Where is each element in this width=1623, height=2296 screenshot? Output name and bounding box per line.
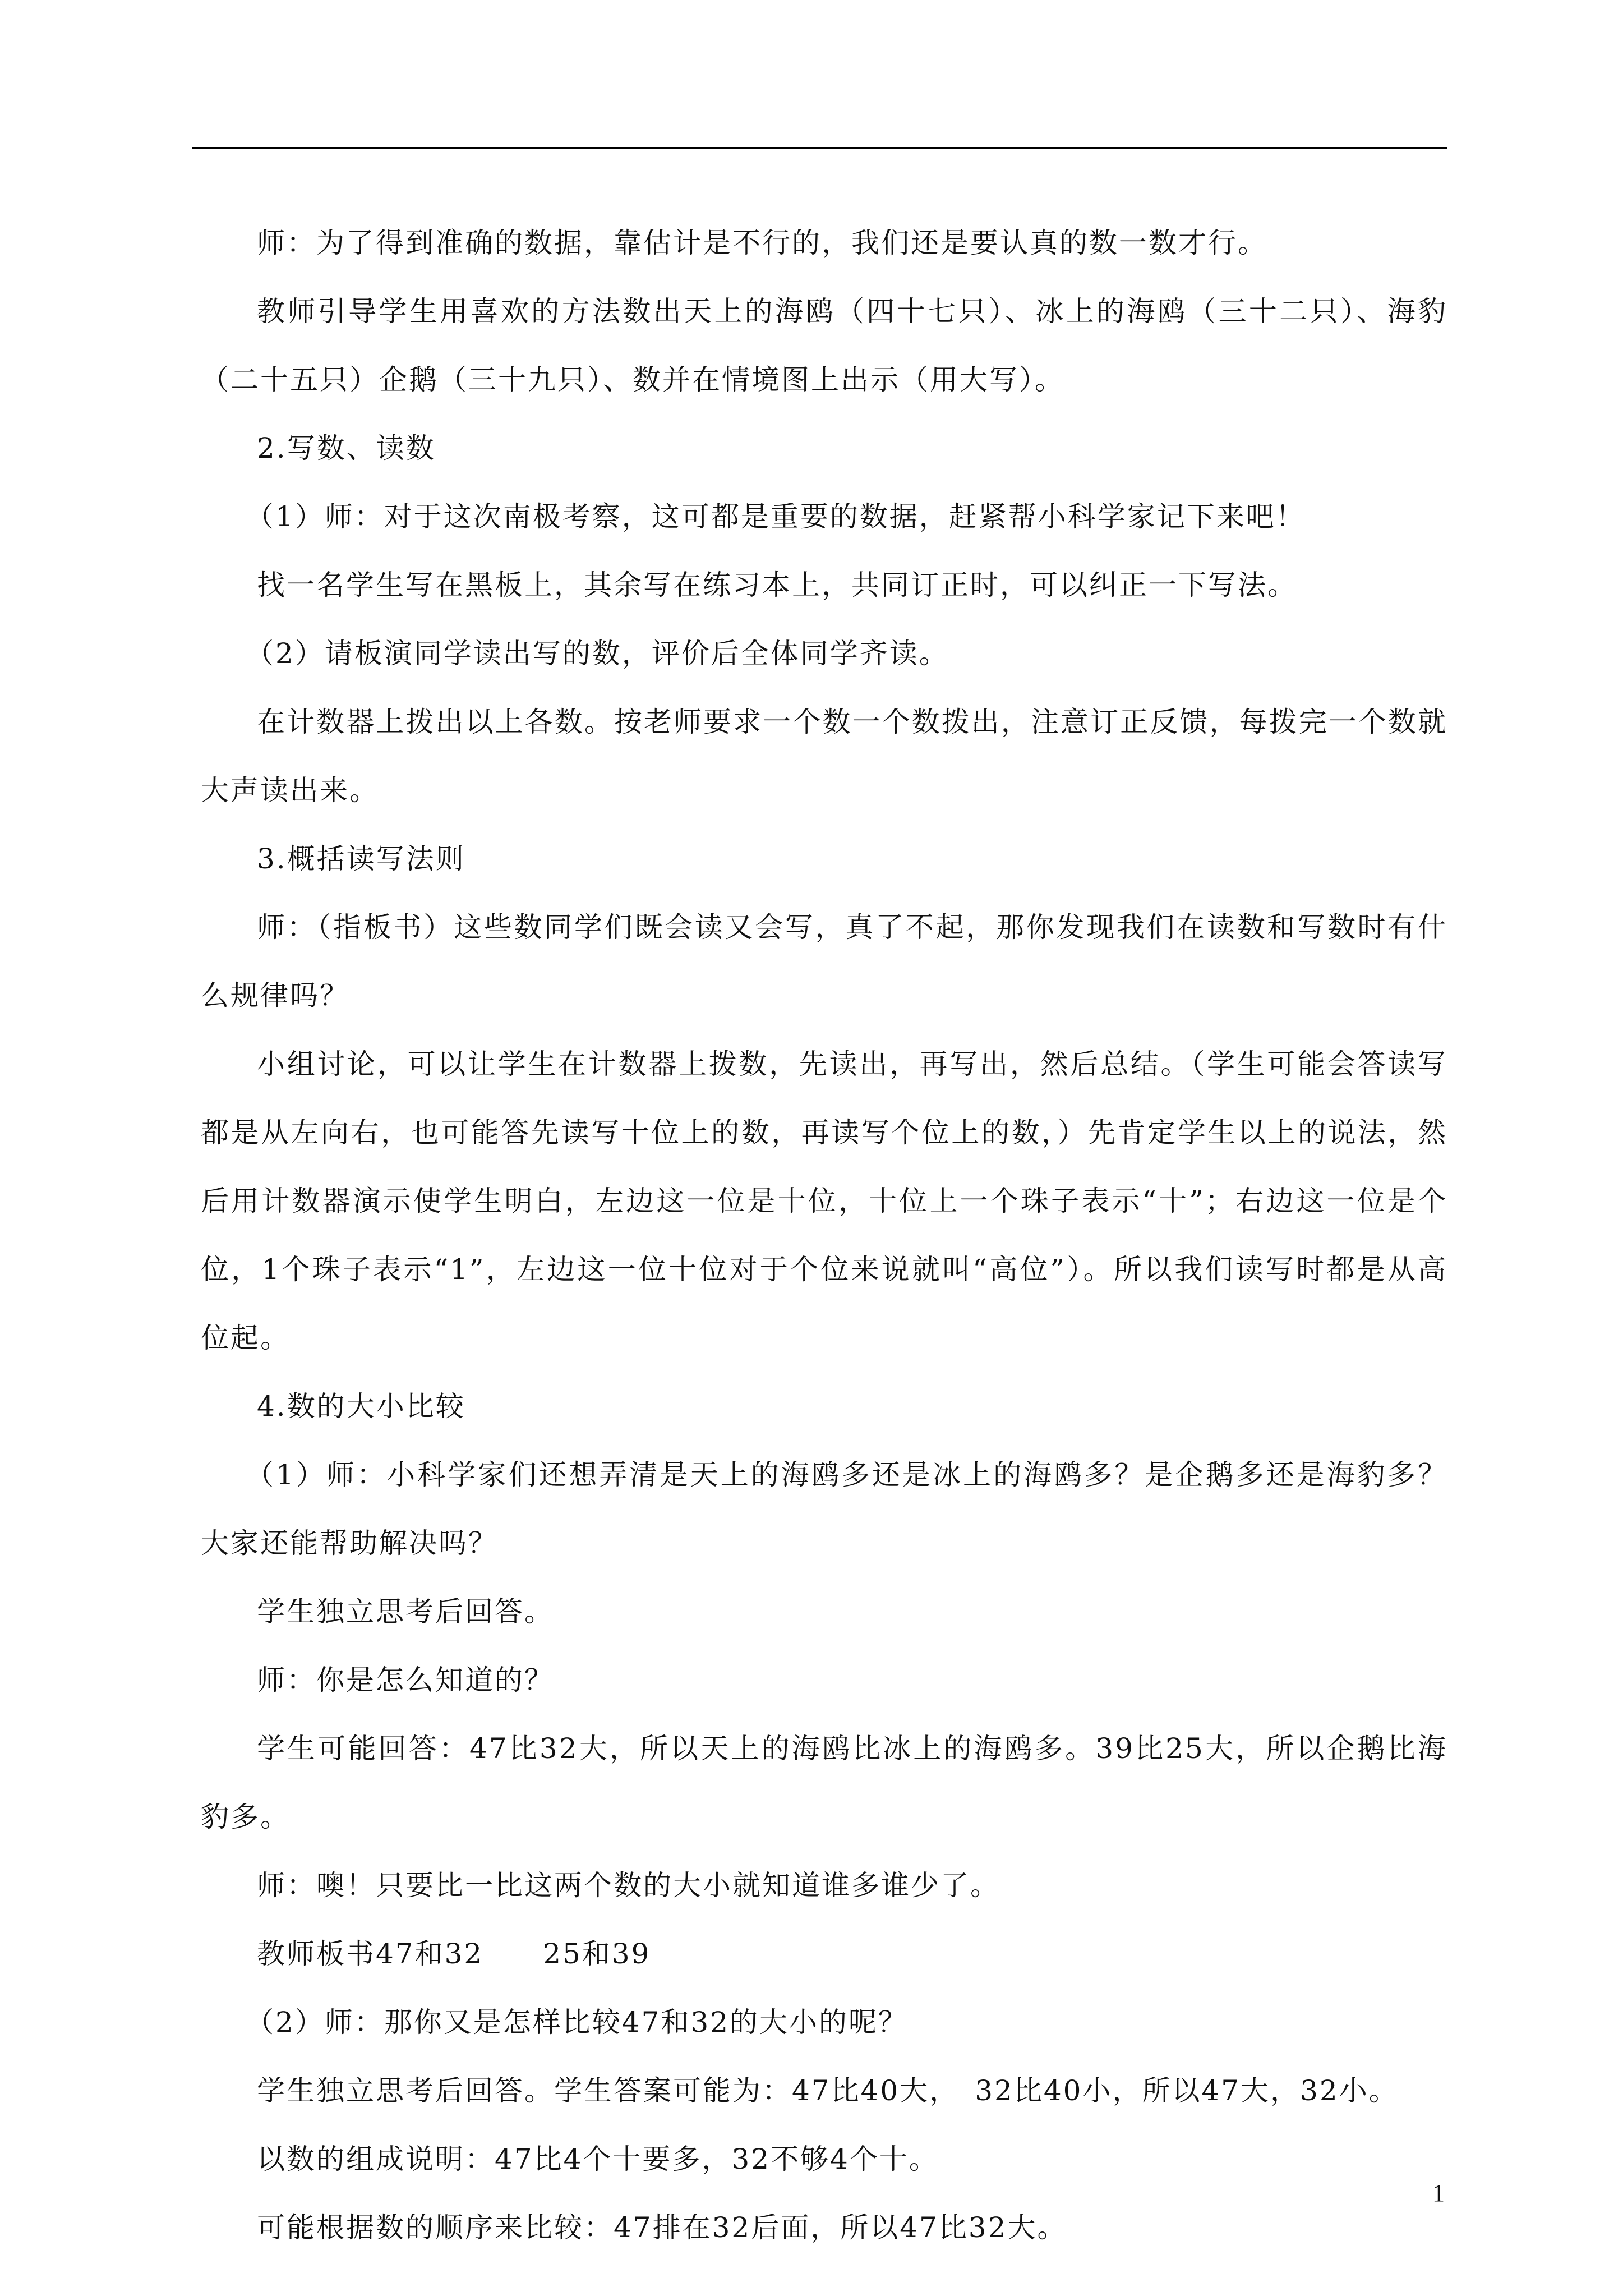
paragraph: 找一名学生写在黑板上，其余写在练习本上，共同订正时，可以纠正一下写法。: [257, 569, 1297, 601]
paragraph: 教师板书47和32 25和39: [257, 1938, 651, 1970]
paragraph: （1）师：对于这次南极考察，这可都是重要的数据，赶紧帮小科学家记下来吧！: [246, 500, 1306, 533]
paragraph: 小组讨论，可以让学生在计数器上拨数，先读出，再写出，然后总结。（学生可能会答读写都是从左向右，也可能答先读写十位上的数，再读写个位上的数，）先肯定学生以上的说法，然后用计数器演示使学生明白，左边这一位是十位，十位上一个珠子表示“十”；右边这一位是个位，1个珠子表示“1”，左边这一位十位对于个位来说就叫“高位”）。所以我们读写时都是从高位起。: [201, 1048, 1447, 1354]
paragraph: （2）请板演同学读出写的数，评价后全体同学齐读。: [246, 637, 949, 670]
paragraph: 可能根据数的顺序来比较：47排在32后面，所以47比32大。: [257, 2211, 1067, 2244]
paragraph: （2）师：那你又是怎样比较47和32的大小的呢？: [246, 2006, 909, 2039]
paragraph: 以数的组成说明：47比4个十要多，32不够4个十。: [257, 2143, 939, 2175]
section-heading: 2.写数、读数: [257, 432, 436, 464]
paragraph: 师：为了得到准确的数据，靠估计是不行的，我们还是要认真的数一数才行。: [257, 227, 1267, 259]
document-body: [201, 209, 1447, 2262]
paragraph: 教师引导学生用喜欢的方法数出天上的海鸥（四十七只）、冰上的海鸥（三十二只）、海豹（二十五只）企鹅（三十九只）、数并在情境图上出示（用大写）。: [201, 295, 1447, 396]
paragraph: 师：你是怎么知道的？: [257, 1664, 554, 1696]
paragraph: 在计数器上拨出以上各数。按老师要求一个数一个数拨出，注意订正反馈，每拨完一个数就大声读出来。: [201, 706, 1447, 807]
section-heading: 3.概括读写法则: [257, 843, 465, 875]
header-rule: [192, 147, 1447, 149]
paragraph: 师：噢！只要比一比这两个数的大小就知道谁多谁少了。: [257, 1869, 1000, 1902]
paragraph: （1）师：小科学家们还想弄清是天上的海鸥多还是冰上的海鸥多？是企鹅多还是海豹多？大家还能帮助解决吗？: [201, 1458, 1447, 1559]
page-number: 1: [1432, 2179, 1445, 2207]
section-heading: 4.数的大小比较: [257, 1390, 465, 1423]
paragraph: 学生可能回答：47比32大，所以天上的海鸥比冰上的海鸥多。39比25大，所以企鹅比海豹多。: [201, 1732, 1447, 1833]
paragraph: 学生独立思考后回答。学生答案可能为：47比40大， 32比40小，所以47大，32小。: [257, 2074, 1399, 2107]
paragraph: 师：（指板书）这些数同学们既会读又会写，真了不起，那你发现我们在读数和写数时有什么规律吗？: [201, 911, 1447, 1012]
paragraph: 学生独立思考后回答。: [257, 1595, 554, 1628]
